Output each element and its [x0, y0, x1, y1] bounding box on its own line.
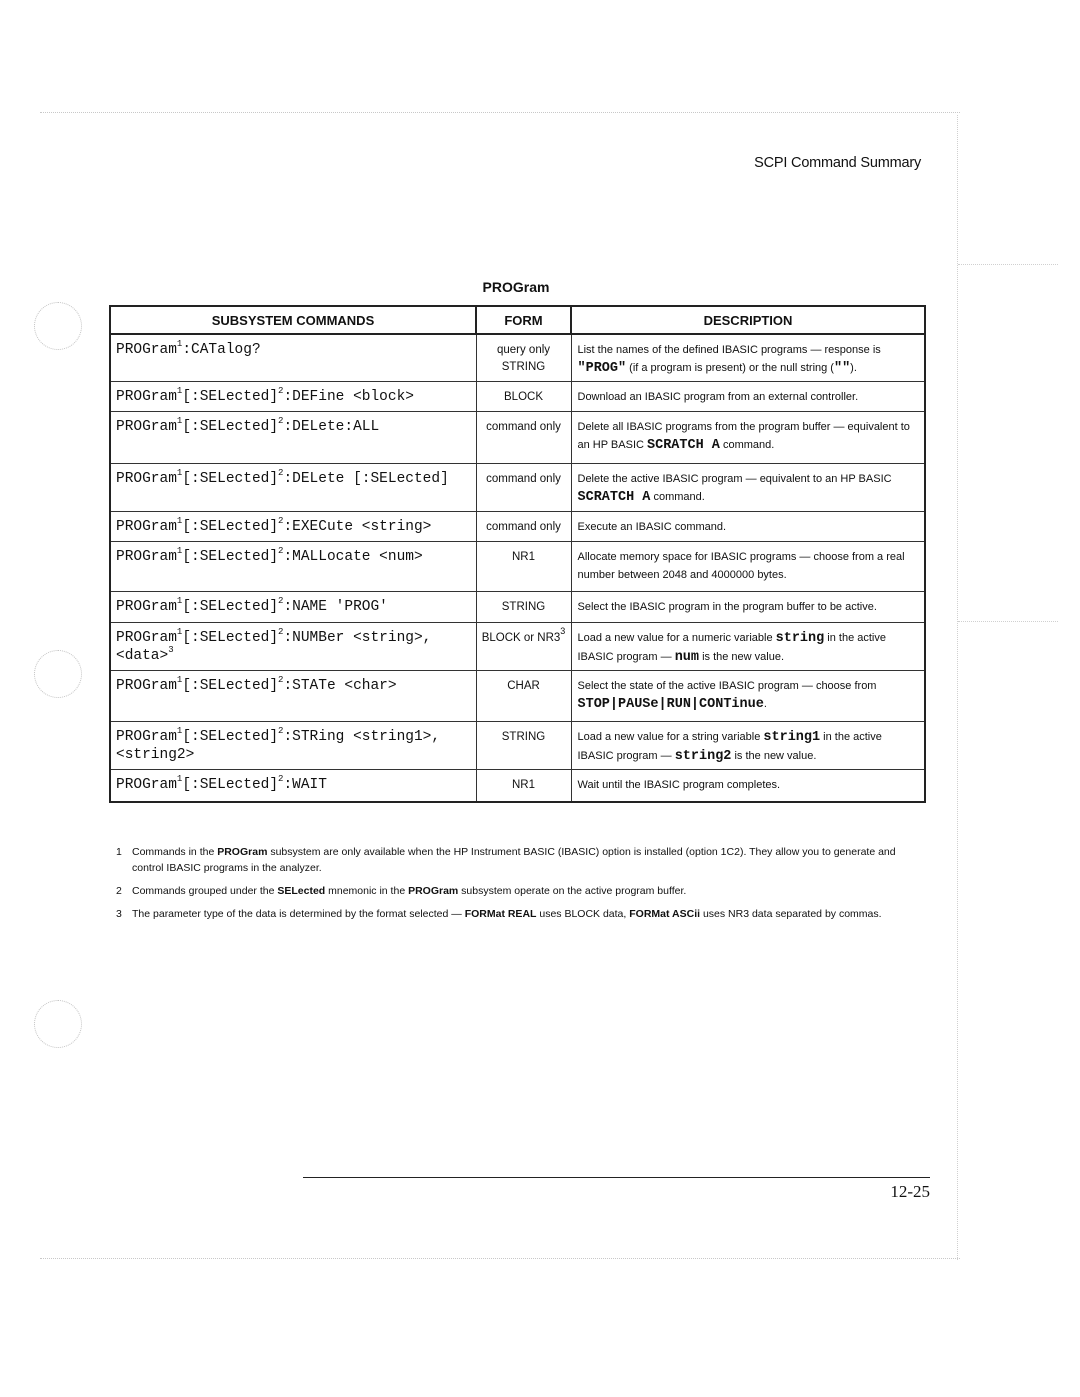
form-cell	[476, 464, 571, 512]
footer-rule	[303, 1177, 930, 1178]
footnote-number: 1	[116, 846, 122, 858]
binder-hole-mark	[34, 1000, 82, 1048]
command-text: :NUMBer <string>,<data>	[116, 630, 432, 664]
code-term: string1	[763, 730, 821, 745]
superscript: 1	[176, 386, 183, 396]
command-table	[109, 305, 926, 803]
footnote-text: subsystem operate on the active program buffer.	[458, 885, 687, 897]
command-cell	[110, 412, 476, 464]
description-text: Load a new value for a numeric variable	[577, 632, 776, 644]
bold-term: PROGram	[217, 846, 268, 858]
command-text: [:SELected]	[182, 389, 279, 405]
footnote	[116, 906, 926, 922]
table-row	[110, 671, 925, 722]
description-text: Download an IBASIC program from an external controller.	[577, 391, 859, 403]
table-header-row	[110, 306, 925, 334]
superscript: 1	[176, 596, 183, 606]
superscript: 2	[278, 546, 284, 556]
command-text: :STATe <char>	[283, 678, 397, 694]
command-text: PROGram	[116, 777, 177, 793]
form-value: NR1	[511, 551, 535, 563]
command-text: [:SELected]	[182, 471, 279, 487]
code-term: SCRATCH A	[577, 490, 651, 505]
description-text: ).	[850, 362, 857, 374]
command-cell	[110, 334, 476, 382]
form-cell	[476, 722, 571, 770]
form-cell	[476, 512, 571, 542]
table-row	[110, 722, 925, 770]
description-text: Wait until the IBASIC program completes.	[577, 779, 781, 791]
description-text: in the active IBASIC program —	[577, 731, 882, 762]
superscript: 1	[176, 627, 183, 637]
bold-term: PROGram	[408, 885, 459, 897]
description-text: .	[763, 698, 767, 710]
command-text: :MALLocate <num>	[283, 549, 423, 565]
table-row	[110, 623, 925, 671]
footnote-text: mnemonic in the	[325, 885, 409, 897]
superscript: 2	[278, 516, 284, 526]
form-cell	[476, 770, 571, 802]
header-description: DESCRIPTION	[571, 306, 925, 334]
footnote-number: 2	[116, 885, 122, 897]
footnote-text: The parameter type of the data is determined by the format selected —	[132, 908, 465, 920]
command-text: :CATalog?	[182, 342, 261, 358]
command-text: PROGram	[116, 389, 177, 405]
table-body	[110, 334, 925, 802]
code-term: "PROG"	[577, 361, 627, 376]
binder-hole-mark	[34, 650, 82, 698]
description-text: Select the IBASIC program in the program buffer to be active.	[577, 601, 877, 613]
footnotes	[116, 844, 926, 929]
command-text: PROGram	[116, 599, 177, 615]
table-row	[110, 512, 925, 542]
form-cell	[476, 671, 571, 722]
footnote-text: Commands grouped under the	[132, 885, 278, 897]
footnote-text: uses BLOCK data,	[536, 908, 630, 920]
command-cell	[110, 592, 476, 623]
description-text: is the new value.	[731, 750, 817, 762]
form-cell	[476, 382, 571, 412]
bold-term: SELected	[277, 885, 326, 897]
table-row	[110, 770, 925, 802]
command-cell	[110, 542, 476, 592]
superscript: 2	[278, 627, 284, 637]
command-cell	[110, 382, 476, 412]
command-cell	[110, 464, 476, 512]
command-cell	[110, 770, 476, 802]
command-text: PROGram	[116, 342, 177, 358]
description-text: in the active IBASIC program —	[577, 632, 886, 663]
superscript: 2	[278, 416, 284, 426]
binder-hole-mark	[34, 302, 82, 350]
header-form: FORM	[476, 306, 571, 334]
superscript: 2	[278, 726, 284, 736]
description-cell	[571, 592, 925, 623]
superscript: 3	[560, 626, 566, 636]
table-row	[110, 592, 925, 623]
form-text: BLOCK or NR3	[481, 632, 561, 644]
command-text: PROGram	[116, 630, 177, 646]
form-value: command only	[486, 473, 561, 485]
form-cell	[476, 592, 571, 623]
command-text: [:SELected]	[182, 549, 279, 565]
command-text: [:SELected]	[182, 729, 279, 745]
description-text: Execute an IBASIC command.	[577, 521, 727, 533]
table-row	[110, 334, 925, 382]
description-text: (if a program is present) or the null string (	[626, 362, 834, 374]
command-text: [:SELected]	[182, 777, 279, 793]
bold-term: FORMat ASCii	[629, 908, 701, 920]
superscript: 1	[176, 675, 183, 685]
description-text: Allocate memory space for IBASIC programs — choose from a real number between 2048 and 4000000 bytes.	[577, 551, 905, 581]
superscript: 2	[278, 774, 284, 784]
form-value	[479, 626, 569, 647]
command-text: PROGram	[116, 419, 177, 435]
form-value: STRING	[501, 731, 546, 743]
description-cell	[571, 382, 925, 412]
form-cell	[476, 542, 571, 592]
command-cell	[110, 722, 476, 770]
page-number: 12-25	[890, 1182, 930, 1201]
table-row	[110, 542, 925, 592]
superscript: 1	[176, 774, 183, 784]
superscript: 1	[176, 339, 183, 349]
running-head: SCPI Command Summary	[754, 155, 921, 171]
command-cell	[110, 671, 476, 722]
description-text: command.	[650, 491, 705, 503]
scan-edge-top	[40, 112, 960, 113]
description-cell	[571, 623, 925, 671]
superscript: 3	[168, 645, 174, 655]
superscript: 2	[278, 468, 284, 478]
superscript: 1	[176, 546, 183, 556]
superscript: 1	[176, 726, 183, 736]
footnote-text: uses NR3 data separated by commas.	[700, 908, 882, 920]
footnote	[116, 883, 926, 899]
code-term: string2	[674, 749, 732, 764]
form-value: NR1	[511, 779, 535, 791]
code-term: STOP|PAUSe|RUN|CONTinue	[577, 697, 764, 712]
description-text: is the new value.	[699, 651, 785, 663]
command-text: PROGram	[116, 519, 177, 535]
code-term: SCRATCH A	[647, 438, 720, 453]
code-term: num	[674, 650, 700, 665]
bold-term: FORMat REAL	[464, 908, 537, 920]
command-text: :EXECute <string>	[283, 519, 432, 535]
table-row	[110, 382, 925, 412]
command-text: :DEFine <block>	[283, 389, 414, 405]
command-text: :DELete:ALL	[283, 419, 380, 435]
command-cell	[110, 623, 476, 671]
form-cell	[476, 334, 571, 382]
command-text: [:SELected]	[182, 678, 279, 694]
command-text: :NAME 'PROG'	[283, 599, 388, 615]
description-cell	[571, 334, 925, 382]
superscript: 1	[176, 516, 183, 526]
form-value: STRING	[501, 361, 546, 373]
form-value: command only	[486, 521, 561, 533]
form-value: CHAR	[507, 680, 540, 692]
command-text: [:SELected]	[182, 419, 279, 435]
scan-tick-mark	[958, 621, 1058, 622]
footnote-text: Commands in the	[132, 846, 218, 858]
superscript: 2	[278, 675, 284, 685]
command-text: PROGram	[116, 549, 177, 565]
table-row	[110, 412, 925, 464]
form-value: BLOCK	[504, 391, 543, 403]
description-cell	[571, 512, 925, 542]
command-text: PROGram	[116, 678, 177, 694]
superscript: 1	[176, 416, 183, 426]
description-cell	[571, 464, 925, 512]
command-text: PROGram	[116, 471, 177, 487]
description-cell	[571, 412, 925, 464]
command-text: [:SELected]	[182, 630, 279, 646]
command-cell	[110, 512, 476, 542]
command-text: PROGram	[116, 729, 177, 745]
command-text: [:SELected]	[182, 599, 279, 615]
description-text: Select the state of the active IBASIC program — choose from	[577, 680, 877, 692]
header-commands: SUBSYSTEM COMMANDS	[110, 306, 476, 334]
description-cell	[571, 671, 925, 722]
superscript: 1	[176, 468, 183, 478]
form-value: command only	[486, 421, 561, 433]
table-title: PROGram	[482, 279, 550, 295]
footnote	[116, 844, 926, 876]
code-term: ""	[833, 361, 851, 376]
description-text: List the names of the defined IBASIC programs — response is	[577, 344, 881, 356]
code-term: string	[775, 631, 825, 646]
description-text: Delete the active IBASIC program — equivalent to an HP BASIC	[577, 473, 892, 485]
description-text: Delete all IBASIC programs from the program buffer — equivalent to an HP BASIC	[577, 421, 910, 451]
superscript: 2	[278, 596, 284, 606]
scan-edge-bottom	[40, 1258, 960, 1259]
description-cell	[571, 770, 925, 802]
footnote-text: subsystem are only available when the HP Instrument BASIC (IBASIC) option is installed (option 1C2). They allow you to generate and control IBASIC programs in the analyzer.	[132, 846, 896, 874]
form-value: query only	[496, 344, 551, 356]
scan-tick-mark	[958, 264, 1058, 265]
command-text: :STRing <string1>,<string2>	[116, 729, 441, 763]
command-text: [:SELected]	[182, 519, 279, 535]
footnote-number: 3	[116, 908, 122, 920]
form-cell	[476, 623, 571, 671]
description-text: command.	[719, 439, 775, 451]
table-row	[110, 464, 925, 512]
form-value: STRING	[501, 601, 546, 613]
description-cell	[571, 542, 925, 592]
command-text: :WAIT	[283, 777, 327, 793]
superscript: 2	[278, 386, 284, 396]
description-text: Load a new value for a string variable	[577, 731, 764, 743]
command-text: :DELete [:SELected]	[283, 471, 449, 487]
description-cell	[571, 722, 925, 770]
form-cell	[476, 412, 571, 464]
scan-edge-right	[957, 115, 958, 1260]
